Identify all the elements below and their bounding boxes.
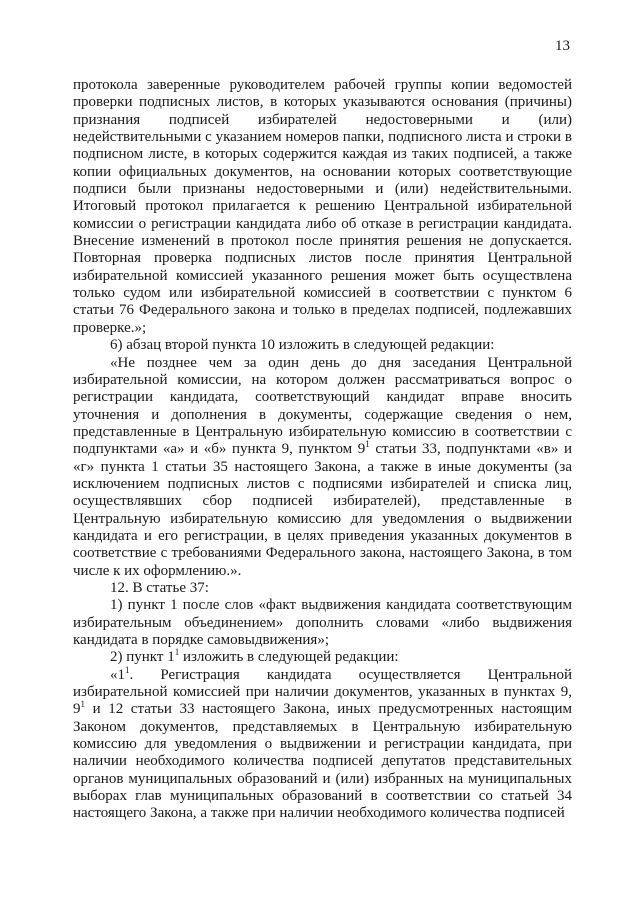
text-run: «Не позднее чем за один день до дня заседания Центральной избирательной комиссии, на котором должен рассматриваться вопрос о регистрации кандидата, соответствующий кандидат вправе вносить уточнения и дополнения в документы, содержащие сведения о нем, представленные в Центральную избирательную комиссию в соответствии с подпунктами «а» и «б» пункта 9, пунктом 9 (73, 354, 572, 458)
text-run: «1 (110, 666, 125, 683)
text-run: изложить в следующей редакции: (179, 649, 399, 666)
superscript: 1 (174, 647, 180, 658)
paragraph (73, 664, 572, 823)
text-run: 12. В статье 37: (110, 579, 209, 596)
text-run: . Регистрация кандидата осуществляется Центральной избирательной комиссией при наличии документов, указанных в пунктах 9, 9 (73, 666, 572, 718)
text-run: 2) пункт 1 (110, 649, 175, 666)
document-body (73, 77, 572, 823)
superscript: 1 (80, 699, 85, 710)
paragraph (73, 77, 572, 337)
text-run: и 12 статьи 33 настоящего Закона, иных предусмотренных настоящим Законом документов, представляемых в Центральную избирательную комиссию для уведомления о выдвижении и регистрации кандидата, при наличии необходимого количества подписей депутатов представительных органов муниципальных образований и (или) избранных на муниципальных выборах глав муниципальных образований в соответствии со статьей 34 настоящего Закона, а также при наличии необходимого количества подписей (73, 701, 572, 822)
paragraph (73, 337, 572, 354)
paragraph (73, 597, 572, 649)
text-run: 6) абзац второй пункта 10 изложить в следующей редакции: (110, 337, 495, 354)
paragraph (73, 355, 572, 580)
text-run: статьи 33, подпунктами «в» и «г» пункта 1 статьи 35 настоящего Закона, а также в иные документы (за исключением подписных листов с подписями избирателей и списка лиц, осуществлявших сбор подписей избирателей), представленные в Центральную избирательную комиссию для уведомления о выдвижении кандидата и его регистрации, в целях приведения указанных документов в соответствие с требованиями Федерального закона, настоящего Закона, в том числе к их оформлению.». (73, 441, 572, 579)
page-number: 13 (555, 38, 570, 54)
text-run: 1) пункт 1 после слов «факт выдвижения кандидата соответствующим избирательным объединением» дополнить словами «либо выдвижения кандидата в порядке самовыдвижения»; (73, 597, 572, 648)
paragraph (73, 580, 572, 597)
text-run: протокола заверенные руководителем рабочей группы копии ведомостей проверки подписных листов, в которых указываются основания (причины) признания подписей избирателей недостоверными и (или) недействительными с указанием номеров папки, подписного листа и строки в подписном листе, в которых содержится каждая из таких подписей, а также копии официальных документов, на основании которых соответствующие подписи были признаны недостоверными и (или) недействительными. Итоговый протокол прилагается к решению Центральной избирательной комиссии о регистрации кандидата либо об отказе в регистрации кандидата. Внесение изменений в протокол после принятия решения не допускается. Повторная проверка подписных листов после принятия Центральной избирательной комиссией указанного решения может быть осуществлена только судом или избирательной комиссией в соответствии с пунктом 6 статьи 76 Федерального закона и только в пределах подписей, подлежавших проверке.»; (73, 77, 572, 336)
superscript: 1 (125, 664, 130, 675)
superscript: 1 (365, 439, 370, 450)
paragraph (73, 649, 572, 666)
